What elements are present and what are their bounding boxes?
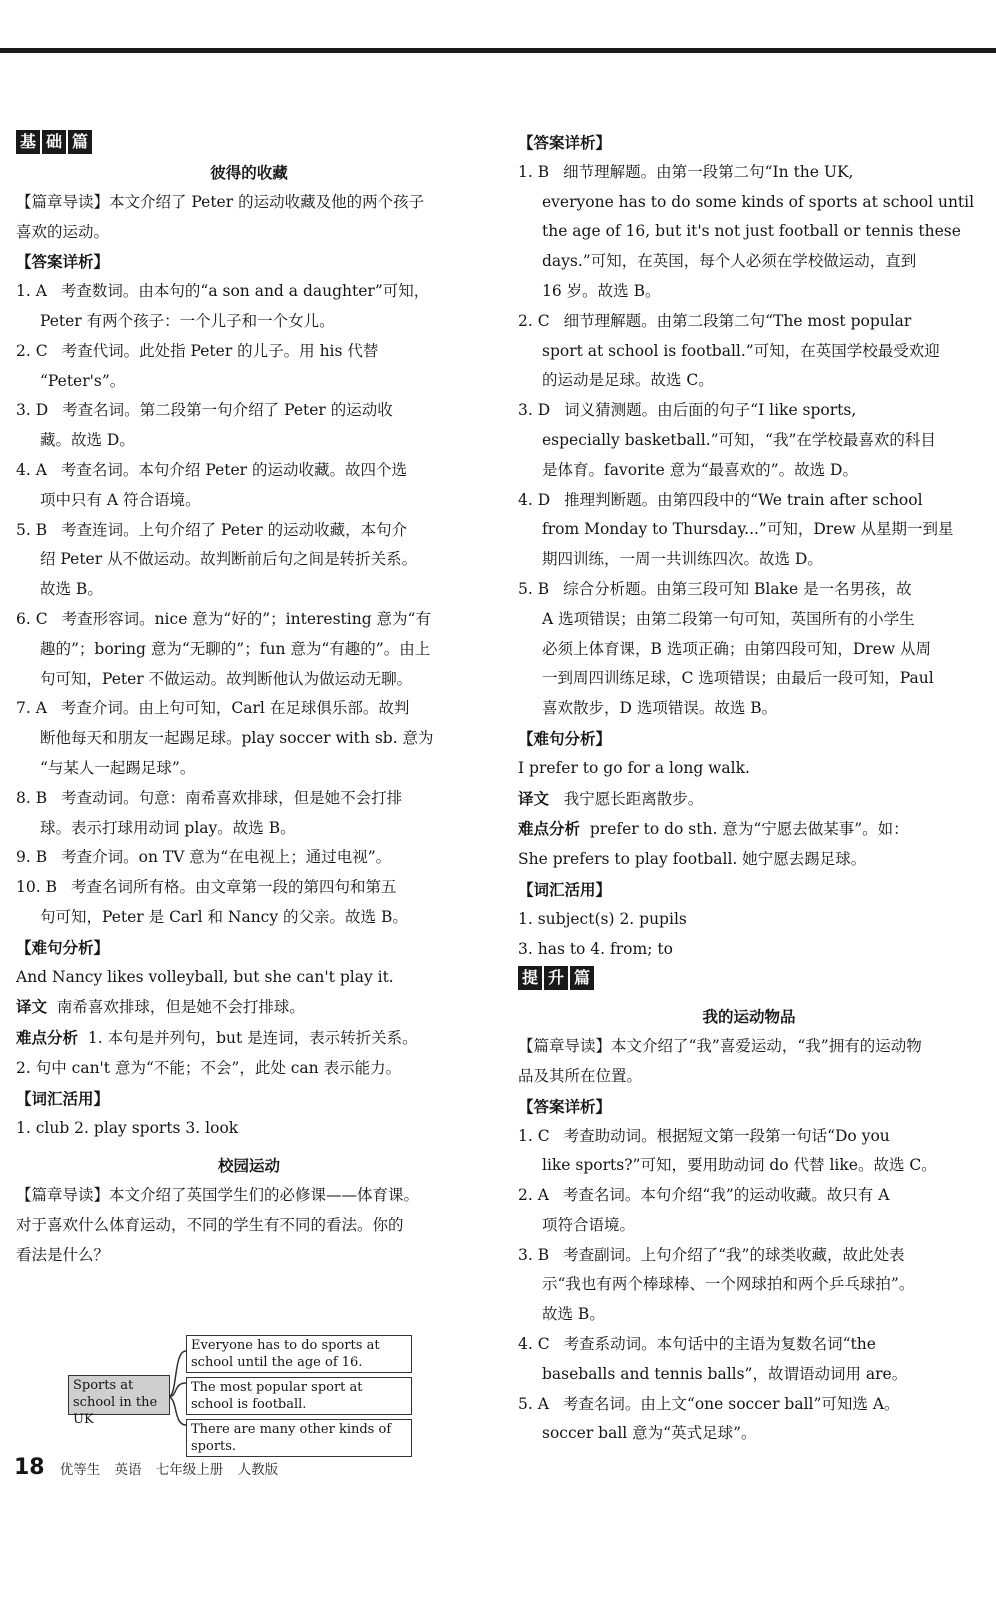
badge-char: 升 bbox=[544, 966, 568, 990]
analysis-example: She prefers to play football. 她宁愿去踢足球。 bbox=[518, 850, 867, 869]
answer-item-line bbox=[16, 277, 482, 307]
hard-sentence-heading: 【难句分析】 bbox=[16, 937, 110, 957]
section-title: 我的运动物品 bbox=[702, 1007, 796, 1027]
answer-explanation: 句可知，Peter 不做运动。故判断他认为做运动无聊。 bbox=[40, 669, 413, 688]
intro-line: 【篇章导读】本文介绍了“我”喜爱运动，“我”拥有的运动物 bbox=[518, 1037, 922, 1056]
page-number: 18 bbox=[14, 1455, 45, 1480]
right-column bbox=[518, 128, 980, 1449]
answer-item-line bbox=[518, 307, 980, 337]
answer-item-line bbox=[16, 307, 482, 337]
answer-explanation: 项符合语境。 bbox=[542, 1215, 636, 1234]
translation-text: 南希喜欢排球，但是她不会打排球。 bbox=[56, 998, 305, 1017]
answer-key: 10. B bbox=[16, 878, 57, 897]
vocab-answers: 1. subject(s) 2. pupils bbox=[518, 909, 687, 928]
answer-item-line bbox=[518, 1300, 980, 1330]
answer-explanation: 考查助动词。根据短文第一段第一句话“Do you bbox=[563, 1126, 890, 1145]
answer-key: 2. C bbox=[518, 311, 550, 330]
answer-explanation: 示“我也有两个棒球棒、一个网球拍和两个乒乓球拍”。 bbox=[542, 1275, 915, 1294]
answer-item-line bbox=[16, 605, 482, 635]
answer-explanation: sport at school is football.”可知，在英国学校最受欢迎 bbox=[542, 341, 940, 360]
answer-item-line bbox=[16, 814, 482, 844]
badge-char: 基 bbox=[16, 130, 40, 154]
mind-map-branch: There are many other kinds of sports. bbox=[186, 1419, 412, 1457]
answer-item-line bbox=[16, 426, 482, 456]
answer-item-line bbox=[518, 188, 980, 218]
answer-explanation: 考查名词。由上文“one soccer ball”可知选 A。 bbox=[562, 1394, 900, 1413]
page-footer bbox=[14, 1455, 288, 1480]
answer-explanation: 考查系动词。本句话中的主语为复数名词“the bbox=[563, 1335, 876, 1354]
edition-name: 人教版 bbox=[237, 1461, 279, 1478]
answer-explanation: 是体育。favorite 意为“最喜欢的”。故选 D。 bbox=[542, 460, 858, 479]
answer-explanation: 考查代词。此处指 Peter 的儿子。用 his 代替 bbox=[61, 341, 379, 360]
answer-explanation: 项中只有 A 符合语境。 bbox=[40, 490, 201, 509]
book-name: 优等生 bbox=[59, 1461, 101, 1478]
answer-list bbox=[518, 1122, 980, 1450]
answer-item-line bbox=[16, 873, 482, 903]
intro-line: 喜欢的运动。 bbox=[16, 222, 110, 241]
answer-item-line bbox=[16, 396, 482, 426]
answers-heading: 【答案详析】 bbox=[518, 1096, 612, 1116]
answer-key: 1. C bbox=[518, 1126, 550, 1145]
answer-explanation: 故选 B。 bbox=[542, 1305, 605, 1324]
answer-explanation: everyone has to do some kinds of sports at school until bbox=[542, 192, 975, 211]
answer-key: 3. D bbox=[518, 401, 551, 420]
mind-map bbox=[68, 1335, 428, 1455]
translation-label: 译文 bbox=[16, 997, 48, 1017]
answer-item-line bbox=[16, 486, 482, 516]
vocab-answers: 3. has to 4. from; to bbox=[518, 939, 673, 958]
answer-explanation: Peter 有两个孩子：一个儿子和一个女儿。 bbox=[40, 311, 335, 330]
answer-explanation: 16 岁。故选 B。 bbox=[542, 281, 661, 300]
analysis-text: 1. 本句是并列句，but 是连词，表示转折关系。 bbox=[87, 1029, 418, 1048]
answer-item-line bbox=[518, 515, 980, 545]
analysis-text: prefer to do sth. 意为“宁愿去做某事”。如： bbox=[589, 820, 909, 839]
answer-explanation: 考查动词。句意：南希喜欢排球，但是她不会打排 bbox=[61, 788, 403, 807]
answer-key: 3. B bbox=[518, 1245, 550, 1264]
answer-explanation: 考查名词。本句介绍“我”的运动收藏。故只有 A bbox=[562, 1186, 890, 1205]
answer-explanation: 期四训练，一周一共训练四次。故选 D。 bbox=[542, 550, 823, 569]
mind-map-branch: Everyone has to do sports at school until the age of 16. bbox=[186, 1335, 412, 1373]
answer-item-line bbox=[518, 337, 980, 367]
answer-item-line bbox=[518, 366, 980, 396]
answer-explanation: 考查名词。本句介绍 Peter 的运动收藏。故四个选 bbox=[60, 460, 407, 479]
intro-line: 看法是什么？ bbox=[16, 1245, 110, 1264]
answer-key: 3. D bbox=[16, 401, 49, 420]
answer-item-line bbox=[518, 635, 980, 665]
answer-explanation: especially basketball.”可知，“我”在学校最喜欢的科目 bbox=[542, 430, 936, 449]
answer-item-line bbox=[518, 1330, 980, 1360]
answer-key: 5. B bbox=[16, 520, 48, 539]
answer-explanation: 故选 B。 bbox=[40, 580, 103, 599]
answer-explanation: the age of 16, but it's not just football or tennis these bbox=[542, 222, 961, 241]
answer-item-line bbox=[518, 1390, 980, 1420]
answer-key: 7. A bbox=[16, 699, 47, 718]
answer-item-line bbox=[16, 724, 482, 754]
vocab-heading: 【词汇活用】 bbox=[518, 879, 612, 899]
answer-item-line bbox=[16, 843, 482, 873]
answer-item-line bbox=[16, 575, 482, 605]
badge-char: 础 bbox=[42, 130, 66, 154]
basic-section-badge bbox=[16, 130, 92, 154]
answer-item-line bbox=[16, 784, 482, 814]
badge-char: 提 bbox=[518, 966, 542, 990]
intro-line: 【篇章导读】本文介绍了英国学生们的必修课——体育课。 bbox=[16, 1186, 420, 1205]
section-title: 校园运动 bbox=[217, 1156, 280, 1176]
answer-list bbox=[16, 277, 482, 933]
answer-explanation: 考查形容词。nice 意为“好的”；interesting 意为“有 bbox=[61, 609, 431, 628]
answer-item-line bbox=[16, 694, 482, 724]
answer-item-line bbox=[518, 456, 980, 486]
answer-explanation: 趣的”；boring 意为“无聊的”；fun 意为“有趣的”。由上 bbox=[40, 639, 431, 658]
answer-explanation: soccer ball 意为“英式足球”。 bbox=[542, 1424, 757, 1443]
answer-item-line bbox=[518, 217, 980, 247]
answer-explanation: from Monday to Thursday...”可知，Drew 从星期一到星 bbox=[542, 520, 954, 539]
answer-key: 2. C bbox=[16, 341, 48, 360]
answer-explanation: like sports?”可知，要用助动词 do 代替 like。故选 C。 bbox=[542, 1156, 937, 1175]
answers-heading: 【答案详析】 bbox=[518, 133, 612, 152]
hard-sentence-heading: 【难句分析】 bbox=[518, 728, 612, 748]
answer-explanation: 考查介词。由上句可知，Carl 在足球俱乐部。故判 bbox=[60, 699, 410, 718]
answer-explanation: “Peter's”。 bbox=[40, 371, 126, 390]
answer-explanation: 考查名词所有格。由文章第一段的第四句和第五 bbox=[70, 878, 397, 897]
answer-item-line bbox=[16, 903, 482, 933]
left-column bbox=[16, 128, 482, 1270]
answer-explanation: 考查数词。由本句的“a son and a daughter”可知， bbox=[60, 282, 430, 301]
answer-item-line bbox=[16, 367, 482, 397]
intro-line: 【篇章导读】本文介绍了 Peter 的运动收藏及他的两个孩子 bbox=[16, 192, 425, 211]
answer-item-line bbox=[16, 337, 482, 367]
answer-item-line bbox=[16, 545, 482, 575]
section-title: 彼得的收藏 bbox=[210, 163, 288, 182]
answer-explanation: 句可知，Peter 是 Carl 和 Nancy 的父亲。故选 B。 bbox=[40, 907, 408, 926]
answer-explanation: 考查介词。on TV 意为“在电视上；通过电视”。 bbox=[61, 848, 392, 867]
mind-map-branch: The most popular sport at school is football. bbox=[186, 1377, 412, 1415]
answer-item-line bbox=[518, 1122, 980, 1152]
badge-char: 篇 bbox=[68, 130, 92, 154]
answer-explanation: 推理判断题。由第四段中的“We train after school bbox=[564, 490, 923, 509]
mind-map-root: Sports at school in the UK bbox=[68, 1375, 170, 1415]
answer-item-line bbox=[518, 158, 980, 188]
answer-item-line bbox=[16, 665, 482, 695]
grade-name: 七年级上册 bbox=[155, 1461, 224, 1478]
answer-explanation: 综合分析题。由第三段可知 Blake 是一名男孩，故 bbox=[563, 579, 912, 598]
answer-item-line bbox=[518, 664, 980, 694]
answer-item-line bbox=[518, 486, 980, 516]
answer-key: 5. B bbox=[518, 579, 550, 598]
answer-item-line bbox=[518, 605, 980, 635]
answer-key: 4. D bbox=[518, 490, 551, 509]
answer-explanation: 的运动是足球。故选 C。 bbox=[542, 371, 714, 390]
answer-list bbox=[518, 158, 980, 724]
answer-explanation: 球。表示打球用动词 play。故选 B。 bbox=[40, 818, 296, 837]
answer-explanation: 喜欢散步，D 选项错误。故选 B。 bbox=[542, 699, 778, 718]
vocab-heading: 【词汇活用】 bbox=[16, 1088, 110, 1108]
answer-explanation: baseballs and tennis balls”，故谓语动词用 are。 bbox=[542, 1364, 908, 1383]
answer-item-line bbox=[518, 277, 980, 307]
answer-item-line bbox=[518, 694, 980, 724]
answer-explanation: 考查连词。上句介绍了 Peter 的运动收藏，本句介 bbox=[61, 520, 408, 539]
answer-item-line bbox=[518, 1419, 980, 1449]
answer-explanation: 断他每天和朋友一起踢足球。play soccer with sb. 意为 bbox=[40, 729, 434, 748]
hard-sentence: I prefer to go for a long walk. bbox=[518, 758, 750, 777]
answer-key: 8. B bbox=[16, 788, 48, 807]
answer-explanation: 绍 Peter 从不做运动。故判断前后句之间是转折关系。 bbox=[40, 550, 418, 569]
answer-explanation: 细节理解题。由第一段第二句“In the UK, bbox=[563, 162, 854, 181]
answer-explanation: 藏。故选 D。 bbox=[40, 431, 135, 450]
answer-item-line bbox=[518, 1360, 980, 1390]
answer-item-line bbox=[518, 545, 980, 575]
answer-key: 1. A bbox=[16, 282, 47, 301]
translation-text: 我宁愿长距离散步。 bbox=[563, 789, 704, 808]
answer-key: 5. A bbox=[518, 1394, 549, 1413]
analysis-label: 难点分析 bbox=[518, 819, 581, 839]
answer-item-line bbox=[518, 575, 980, 605]
answer-item-line bbox=[518, 1151, 980, 1181]
answer-item-line bbox=[16, 635, 482, 665]
answer-explanation: days.”可知，在英国，每个人必须在学校做运动，直到 bbox=[542, 252, 917, 271]
answer-key: 4. C bbox=[518, 1335, 550, 1354]
answer-key: 4. A bbox=[16, 460, 47, 479]
answer-key: 2. A bbox=[518, 1186, 549, 1205]
answer-item-line bbox=[518, 1270, 980, 1300]
answer-explanation: 考查名词。第二段第一句介绍了 Peter 的运动收 bbox=[62, 401, 393, 420]
answer-key: 6. C bbox=[16, 609, 48, 628]
answer-item-line bbox=[16, 516, 482, 546]
subject-name: 英语 bbox=[114, 1461, 142, 1478]
top-rule bbox=[0, 48, 996, 53]
answer-explanation: A 选项错误；由第二段第一句可知，英国所有的小学生 bbox=[542, 609, 915, 628]
answer-explanation: “与某人一起踢足球”。 bbox=[40, 758, 196, 777]
answer-item-line bbox=[16, 754, 482, 784]
advanced-section-badge bbox=[518, 966, 594, 990]
answer-item-line bbox=[518, 1241, 980, 1271]
answer-key: 1. B bbox=[518, 162, 550, 181]
analysis-label: 难点分析 bbox=[16, 1028, 79, 1048]
answer-item-line bbox=[518, 1211, 980, 1241]
badge-char: 篇 bbox=[570, 966, 594, 990]
answer-explanation: 细节理解题。由第二段第二句“The most popular bbox=[563, 311, 912, 330]
hard-sentence: And Nancy likes volleyball, but she can't play it. bbox=[16, 967, 394, 986]
answer-explanation: 词义猜测题。由后面的句子“I like sports, bbox=[564, 401, 857, 420]
vocab-answers: 1. club 2. play sports 3. look bbox=[16, 1118, 239, 1137]
answer-explanation: 考查副词。上句介绍了“我”的球类收藏，故此处表 bbox=[563, 1245, 905, 1264]
answer-item-line bbox=[16, 456, 482, 486]
answer-item-line bbox=[518, 426, 980, 456]
answer-item-line bbox=[518, 396, 980, 426]
answer-key: 9. B bbox=[16, 848, 48, 867]
answer-item-line bbox=[518, 247, 980, 277]
translation-label: 译文 bbox=[518, 788, 550, 808]
answers-heading: 【答案详析】 bbox=[16, 252, 110, 272]
analysis-text: 2. 句中 can't 意为“不能；不会”，此处 can 表示能力。 bbox=[16, 1058, 402, 1077]
answer-explanation: 必须上体育课，B 选项正确；由第四段可知，Drew 从周 bbox=[542, 639, 932, 658]
intro-line: 对于喜欢什么体育运动，不同的学生有不同的看法。你的 bbox=[16, 1215, 404, 1234]
answer-item-line bbox=[518, 1181, 980, 1211]
answer-explanation: 一到周四训练足球，C 选项错误；由最后一段可知，Paul bbox=[542, 669, 934, 688]
intro-line: 品及其所在位置。 bbox=[518, 1066, 643, 1085]
